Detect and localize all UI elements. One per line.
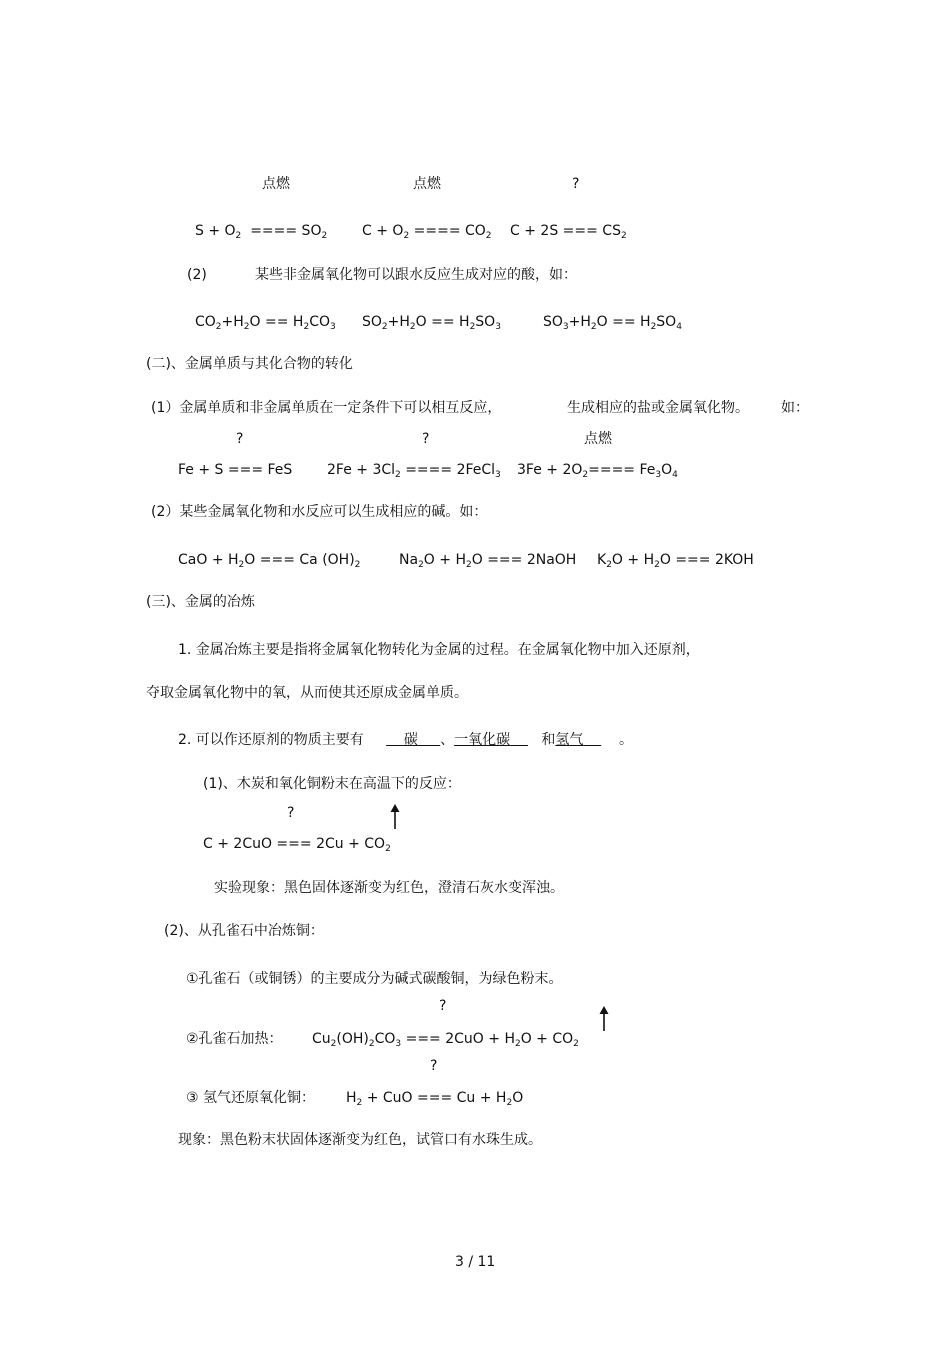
section-3-paragraph-1a: 1. 金属冶炼主要是指将金属氧化物转化为金属的过程。在金属氧化物中加入还原剂， bbox=[178, 642, 700, 658]
equation-co2-h2o: $CO_2+H_2O == H_2CO_3$ bbox=[195, 314, 336, 332]
equation-c-o2: $C + O_2$ ==== $CO_2$ bbox=[362, 223, 492, 241]
subsection-2-observation: 现象：黑色粉末状固体逐渐变为红色，试管口有水珠生成。 bbox=[178, 1132, 542, 1148]
equation-c-s: C + 2S === $CS_2$ bbox=[510, 223, 627, 241]
section-3-title: (三)、金属的冶炼 bbox=[146, 594, 255, 610]
section-2-paragraph-1c: 如： bbox=[781, 400, 809, 416]
condition-high-temp: ? bbox=[287, 805, 295, 821]
item-number-2: (2) bbox=[187, 267, 207, 283]
section-3-paragraph-1b: 夺取金属氧化物中的氧，从而使其还原成金属单质。 bbox=[146, 685, 468, 701]
equation-fe-o2: $3Fe + 2O_2==== Fe_3O_4$ bbox=[517, 462, 678, 480]
condition-heat-3: ? bbox=[422, 431, 430, 447]
reducer-carbon: 碳 bbox=[403, 732, 418, 748]
paragraph-nonmetal-oxides: 某些非金属氧化物可以跟水反应生成对应的酸，如： bbox=[255, 267, 577, 283]
subsection-1-title: (1)、木炭和氧化铜粉末在高温下的反应： bbox=[203, 776, 461, 792]
condition-heat-1: ? bbox=[572, 176, 580, 192]
equation-cao-h2o: CaO + $H_2O$ === Ca $(OH)_2$ bbox=[178, 552, 361, 570]
equation-c-cuo: C + 2CuO === $2Cu + CO_2$ bbox=[203, 836, 391, 854]
gas-arrow-up-icon bbox=[389, 804, 401, 830]
subsection-2-item-3-label: ③ 氢气还原氧化铜： bbox=[186, 1090, 316, 1106]
section-2-paragraph-1a: (1）金属单质和非金属单质在一定条件下可以相互反应， bbox=[151, 400, 502, 416]
equation-k2o-h2o: $K_2O + H_2O$ === 2KOH bbox=[597, 552, 754, 570]
subsection-2-item-2-label: ②孔雀石加热： bbox=[186, 1031, 283, 1047]
equation-na2o-h2o: $Na_2O + H_2O$ === 2NaOH bbox=[399, 552, 577, 570]
condition-ignite-1: 点燃 bbox=[262, 176, 290, 192]
equation-s-o2: $S + O_2$ ==== $SO_2$ bbox=[195, 223, 328, 241]
equation-so3-h2o: $SO_3+H_2O == H_2SO_4$ bbox=[543, 314, 682, 332]
subsection-2-title: (2)、从孔雀石中冶炼铜： bbox=[164, 923, 324, 939]
equation-fe-s: Fe + S === FeS bbox=[178, 462, 293, 478]
reducer-hydrogen: 氢气 bbox=[555, 732, 584, 748]
subsection-1-observation: 实验现象：黑色固体逐渐变为红色，澄清石灰水变浑浊。 bbox=[214, 880, 564, 896]
section-3-paragraph-2: 2. 可以作还原剂的物质主要有 碳 、一氧化碳 和氢气 。 bbox=[178, 732, 633, 748]
condition-heat-2: ? bbox=[236, 431, 244, 447]
section-2-paragraph-2: (2）某些金属氧化物和水反应可以生成相应的碱。如： bbox=[151, 504, 488, 520]
section-2-title: (二)、金属单质与其化合物的转化 bbox=[146, 356, 353, 372]
equation-fe-cl2: $2Fe + 3Cl_2$ ==== 2FeCl$_3$ bbox=[327, 462, 501, 480]
condition-ignite-2: 点燃 bbox=[413, 176, 441, 192]
equation-h2-cuo: $H_2$ + CuO === $Cu + H_2O$ bbox=[346, 1090, 524, 1108]
condition-heat-5: ? bbox=[430, 1058, 438, 1074]
gas-arrow-up-icon bbox=[598, 1006, 610, 1032]
reducer-carbon-monoxide: 一氧化碳 bbox=[454, 732, 511, 748]
condition-heat-4: ? bbox=[439, 998, 447, 1014]
equation-malachite-decomposition: $Cu_2(OH)_2CO_3$ === $2CuO + H_2O + CO_2$ bbox=[312, 1031, 579, 1049]
section-2-paragraph-1b: 生成相应的盐或金属氧化物。 bbox=[567, 400, 749, 416]
page-number: 3 / 11 bbox=[455, 1254, 496, 1270]
subsection-2-item-1: ①孔雀石（或铜锈）的主要成分为碱式碳酸铜，为绿色粉末。 bbox=[186, 971, 563, 987]
condition-ignite-3: 点燃 bbox=[584, 431, 612, 447]
equation-so2-h2o: $SO_2+H_2O == H_2SO_3$ bbox=[362, 314, 501, 332]
